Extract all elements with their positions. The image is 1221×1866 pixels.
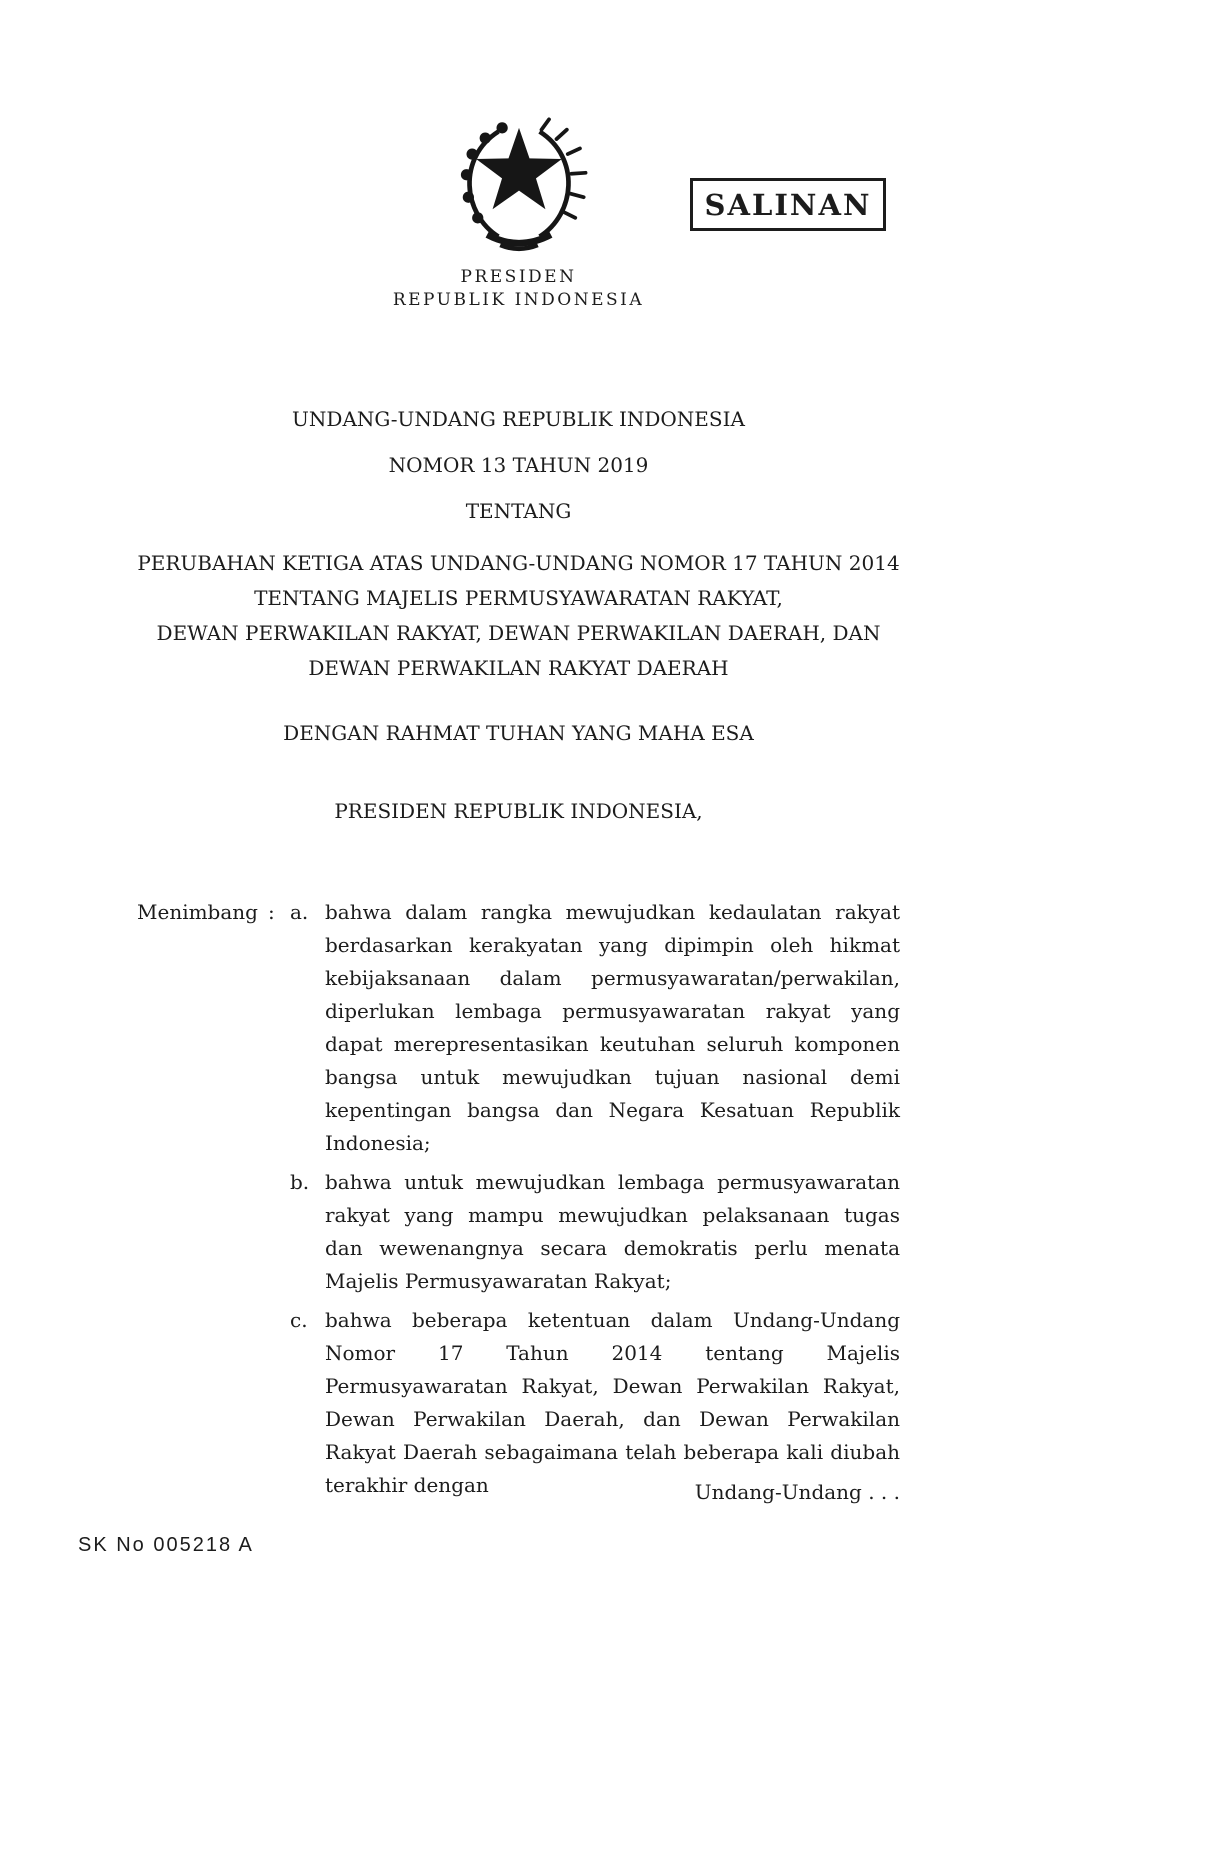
consideration-letter: b.	[290, 1170, 310, 1194]
doc-subject-line1: PERUBAHAN KETIGA ATAS UNDANG-UNDANG NOMOR 17 TAHUN 2014	[137, 551, 900, 575]
doc-invocation: DENGAN RAHMAT TUHAN YANG MAHA ESA	[283, 721, 754, 745]
doc-subject-line2: TENTANG MAJELIS PERMUSYAWARATAN RAKYAT,	[254, 586, 783, 610]
consideration-item-b	[290, 1166, 900, 1298]
considerations-separator: :	[268, 900, 275, 924]
letterhead	[137, 110, 900, 312]
doc-subject-line4: DEWAN PERWAKILAN RAKYAT DAERAH	[308, 656, 729, 680]
title-block	[137, 408, 900, 822]
page-continuation-marker: Undang-Undang . . .	[694, 1480, 900, 1504]
considerations-section	[137, 896, 900, 1508]
consideration-letter: a.	[290, 900, 309, 924]
doc-subject-line3: DEWAN PERWAKILAN RAKYAT, DEWAN PERWAKILAN DAERAH, DAN	[156, 621, 881, 645]
considerations-label: Menimbang	[137, 900, 258, 924]
presidential-seal-icon	[444, 110, 594, 260]
considerations-list	[290, 896, 900, 1508]
doc-title-tentang: TENTANG	[465, 499, 572, 523]
doc-title-line1: UNDANG-UNDANG REPUBLIK INDONESIA	[292, 407, 745, 431]
consideration-text: bahwa untuk mewujudkan lembaga permusyawaratan rakyat yang mampu mewujudkan pelaksanaan tugas dan wewenangnya secara demokratis perlu menata Majelis Permusyawaratan Rakyat;	[325, 1170, 900, 1293]
consideration-text: bahwa dalam rangka mewujudkan kedaulatan rakyat berdasarkan kerakyatan yang dipimpin oleh hikmat kebijaksanaan dalam permusyawaratan/perwakilan, diperlukan lembaga permusyawaratan rakyat yang dapat merepresentasikan keutuhan seluruh komponen bangsa untuk mewujudkan tujuan nasional demi kepentingan bangsa dan Negara Kesatuan Republik Indonesia;	[325, 900, 900, 1155]
letterhead-line2: REPUBLIK INDONESIA	[392, 290, 645, 310]
consideration-item-c	[290, 1304, 900, 1502]
doc-title-number: NOMOR 13 TAHUN 2019	[388, 453, 649, 477]
salinan-stamp-label: SALINAN	[704, 187, 872, 222]
consideration-text: bahwa beberapa ketentuan dalam Undang-Undang Nomor 17 Tahun 2014 tentang Majelis Permusyawaratan Rakyat, Dewan Perwakilan Rakyat, Dewan Perwakilan Daerah, dan Dewan Perwakilan Rakyat Daerah sebagaimana telah beberapa kali diubah terakhir dengan	[325, 1308, 900, 1497]
letterhead-line1: PRESIDEN	[460, 267, 577, 287]
consideration-letter: c.	[290, 1308, 308, 1332]
doc-authority: PRESIDEN REPUBLIK INDONESIA,	[334, 799, 703, 823]
consideration-item-a	[290, 896, 900, 1160]
print-serial-code: SK No 005218 A	[78, 1534, 254, 1556]
doc-subject	[137, 546, 900, 686]
